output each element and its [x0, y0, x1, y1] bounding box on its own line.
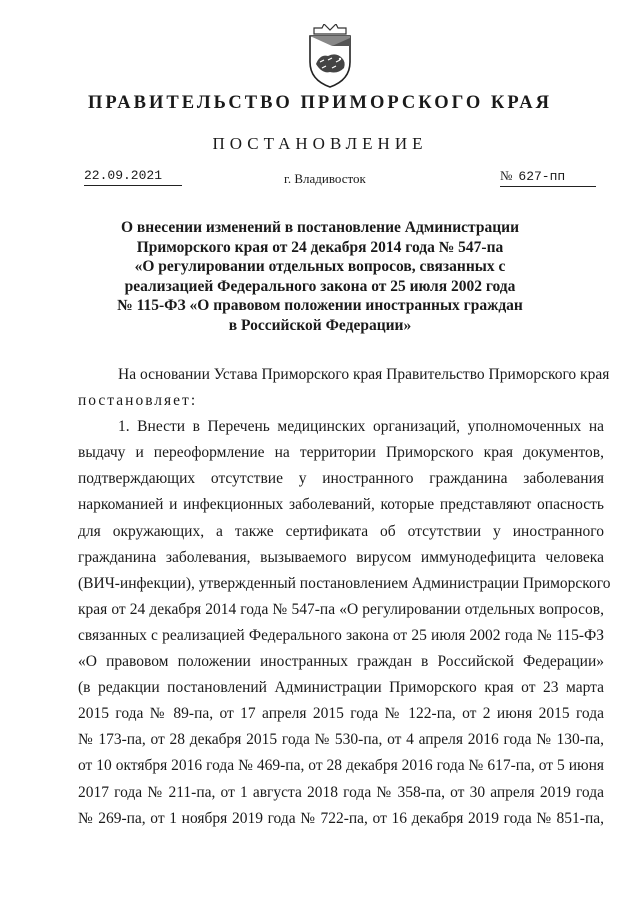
paragraph-line: гражданина заболевания, вызываемого вирусом иммунодефицита человека: [78, 548, 604, 566]
document-city: г. Владивосток: [284, 171, 366, 186]
heading-line: «О регулировании отдельных вопросов, связанных с: [134, 258, 506, 276]
document-body: [78, 362, 611, 832]
document-number-field: [500, 168, 596, 187]
paragraph-line: (ВИЧ-инфекции), утвержденный постановлением Администрации Приморского: [78, 574, 611, 592]
heading-line: реализацией Федерального закона от 25 июля 2002 года: [124, 277, 516, 295]
preamble-resolves: постановляет:: [78, 392, 198, 410]
paragraph-line: «О правовом положении иностранных граждан в Российской Федерации»: [78, 653, 604, 671]
paragraph-line: связанных с реализацией Федерального закона от 25 июля 2002 года № 115-ФЗ: [78, 626, 604, 644]
paragraph-line: (в редакции постановлений Администрации Приморского края от 23 марта: [78, 679, 604, 697]
paragraph-line: для окружающих, а также сертификата об отсутствии у иностранного: [78, 522, 604, 540]
paragraph-line: 2015 года № 89-па, от 17 апреля 2015 года № 122-па, от 2 июня 2015 года: [78, 705, 604, 723]
document-date: 22.09.2021: [84, 168, 182, 186]
paragraph-line: № 173-па, от 28 декабря 2015 года № 530-па, от 4 апреля 2016 года № 130-па,: [78, 731, 604, 749]
preamble-line: На основании Устава Приморского края Правительство Приморского края: [118, 366, 610, 383]
paragraph-line: № 269-па, от 1 ноября 2019 года № 722-па, от 16 декабря 2019 года № 851-па,: [78, 809, 604, 827]
paragraph-line: наркоманией и инфекционных заболеваний, которые представляют опасность: [78, 496, 604, 514]
document-number: 627-пп: [518, 169, 566, 184]
coat-of-arms-emblem: [302, 24, 358, 88]
heading-line: Приморского края от 24 декабря 2014 года № 547-па: [136, 238, 504, 256]
paragraph-line: 2017 года № 211-па, от 1 августа 2018 года № 358-па, от 30 апреля 2019 года: [78, 783, 604, 801]
heading-line: в Российской Федерации»: [228, 316, 412, 334]
heading-line: О внесении изменений в постановление Администрации: [120, 219, 519, 236]
document-type: ПОСТАНОВЛЕНИЕ: [212, 134, 428, 153]
paragraph-line: выдачу и переоформление на территории Приморского края документов,: [78, 444, 604, 462]
organization-title: ПРАВИТЕЛЬСТВО ПРИМОРСКОГО КРАЯ: [87, 93, 552, 113]
heading-line: № 115-ФЗ «О правовом положении иностранных граждан: [117, 297, 523, 315]
paragraph-line: подтверждающих отсутствие у иностранного гражданина заболевания: [78, 470, 604, 488]
paragraph-line: края от 24 декабря 2014 года № 547-па «О регулировании отдельных вопросов,: [78, 600, 604, 618]
paragraph-line: 1. Внести в Перечень медицинских организаций, уполномоченных на: [118, 418, 604, 436]
number-sign: №: [500, 168, 513, 183]
paragraph-line: от 10 октября 2016 года № 469-па, от 28 декабря 2016 года № 617-па, от 5 июня: [78, 757, 604, 775]
document-heading: [0, 218, 640, 336]
